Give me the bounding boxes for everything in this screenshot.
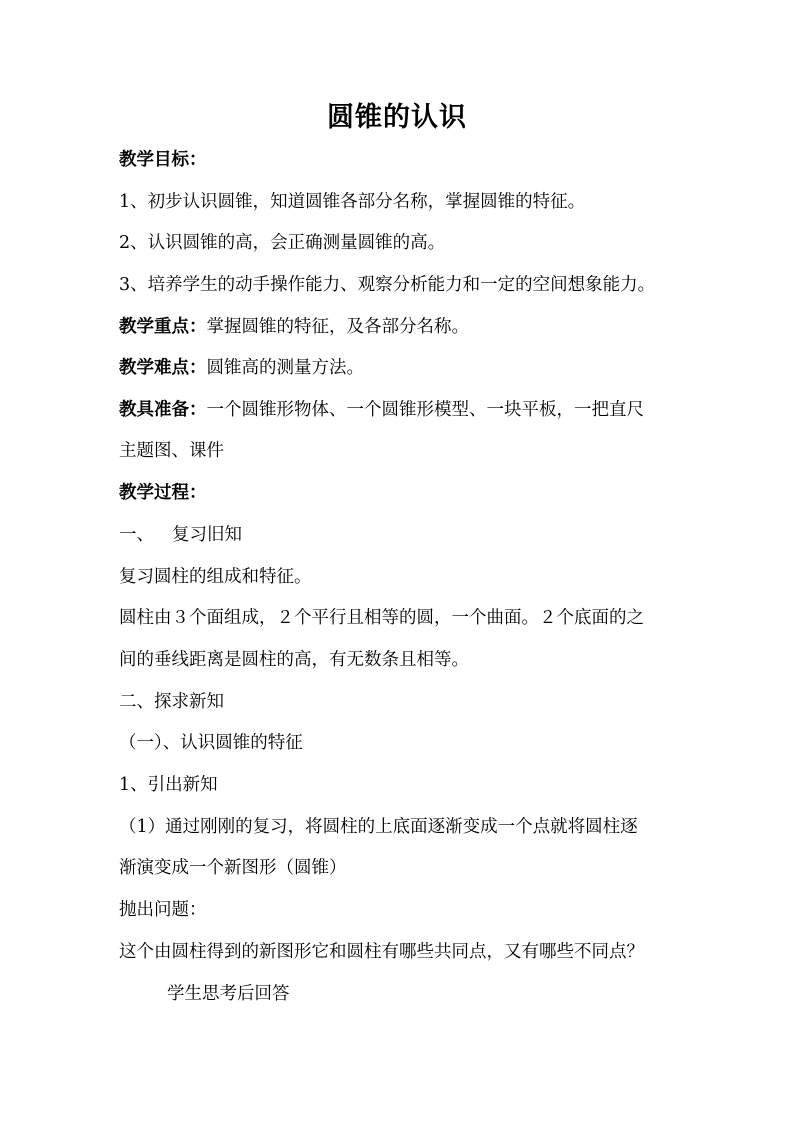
objective-item-3: 3、培养学生的动手操作能力、观察分析能力和一定的空间想象能力。 [119,275,656,295]
step1-1-line2: 渐演变成一个新图形（圆锥） [119,858,347,878]
objective-item-2: 2、认识圆锥的高，会正确测量圆锥的高。 [119,233,446,253]
difficulty-text: 圆锥高的测量方法。 [206,358,364,378]
step1-1-line1: （1）通过刚刚的复习，将圆柱的上底面逐渐变成一个点就将圆柱逐 [119,817,638,837]
key-point-text: 掌握圆锥的特征，及各部分名称。 [206,317,469,337]
section1-number: 一、 [119,525,154,545]
student-answer: 学生思考后回答 [167,984,290,1004]
objectives-heading: 教学目标： [119,150,207,170]
subsection1-heading: （一）、认识圆锥的特征 [119,733,303,753]
process-heading: 教学过程： [119,483,207,503]
document-title: 圆锥的认识 [327,102,467,133]
cylinder-paragraph-line1: 圆柱由３个面组成，２个平行且相等的圆，一个曲面。２个底面的之 [119,608,644,628]
section1-title: 复习旧知 [172,525,242,545]
step1-heading: 1、引出新知 [119,775,218,795]
materials-paragraph [119,397,699,423]
materials-text: 一个圆锥形物体、一个圆锥形模型、一块平板，一把直尺 [206,400,644,420]
question-label: 抛出问题： [119,900,207,920]
question-text: 这个由圆柱得到的新图形它和圆柱有哪些共同点，又有哪些不同点？ [119,942,644,962]
review-line: 复习圆柱的组成和特征。 [119,567,312,587]
section1-heading [119,522,699,548]
materials-label: 教具准备： [119,400,207,420]
materials-text-continued: 主题图、课件 [119,441,224,461]
key-point-label: 教学重点： [119,317,207,337]
section2-heading: 二、探求新知 [119,692,224,712]
cylinder-paragraph-line2: 间的垂线距离是圆柱的高，有无数条且相等。 [119,650,469,670]
difficulty-label: 教学难点： [119,358,207,378]
objective-item-1: 1、初步认识圆锥，知道圆锥各部分名称，掌握圆锥的特征。 [119,192,586,212]
key-point-paragraph [119,314,699,340]
difficulty-paragraph [119,355,699,381]
